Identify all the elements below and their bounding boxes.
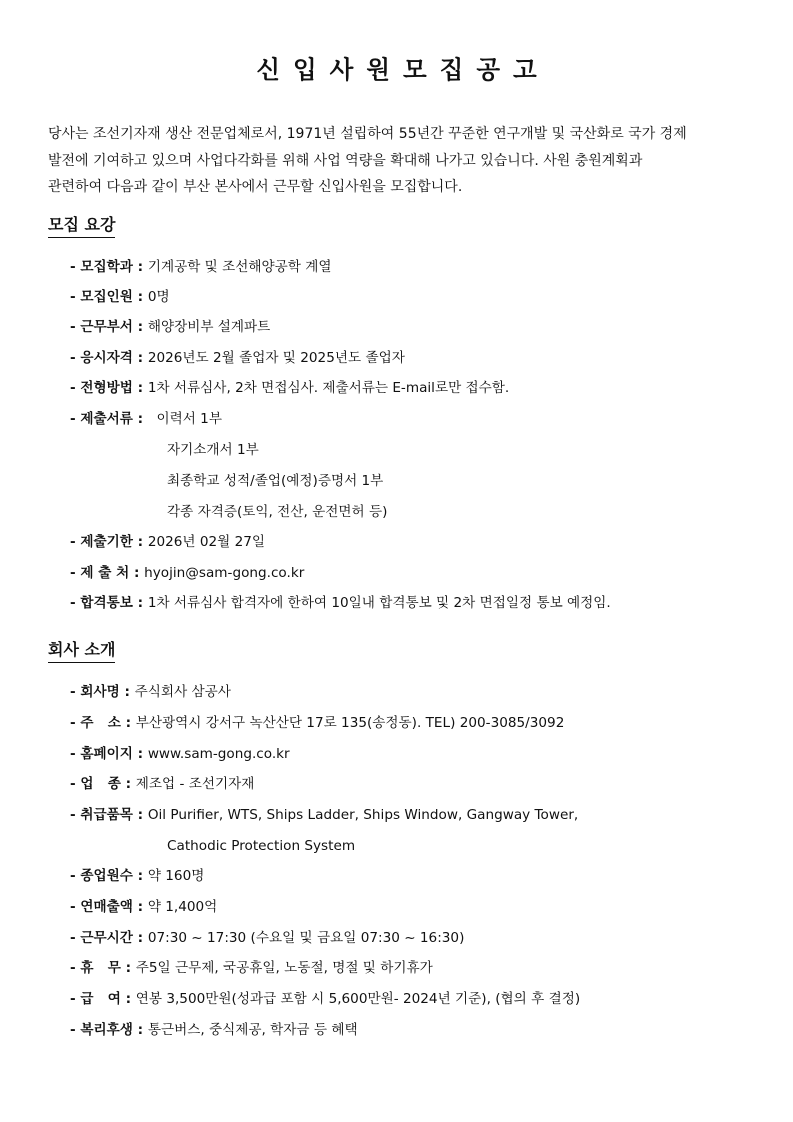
- item-label: - 홈페이지 :: [70, 746, 148, 762]
- item-label: - 전형방법 :: [70, 380, 148, 396]
- item-label: - 복리후생 :: [70, 1022, 148, 1038]
- item-value: 부산광역시 강서구 녹산산단 17로 135(송정동). TEL) 200-3085/3092: [135, 715, 565, 731]
- item-label: - 응시자격 :: [70, 350, 148, 366]
- intro-paragraph: [48, 121, 748, 201]
- recruit-item-headcount: [70, 287, 170, 307]
- item-value: 연봉 3,500만원(성과급 포함 시 5,600만원- 2024년 기준), (협의 후 결정): [135, 991, 581, 1007]
- item-label: - 종업원수 :: [70, 868, 148, 884]
- item-label: - 급 여 :: [70, 991, 136, 1007]
- homepage-link[interactable]: www.sam-gong.co.kr: [147, 746, 290, 762]
- item-value: 07:30 ~ 17:30 (수요일 및 금요일 07:30 ~ 16:30): [147, 930, 465, 946]
- item-value: 1차 서류심사, 2차 면접심사. 제출서류는 E-mail로만 접수함.: [147, 380, 510, 396]
- recruit-item-team: [70, 317, 270, 337]
- item-label: - 근무부서 :: [70, 319, 148, 335]
- products-continuation: Cathodic Protection System: [167, 838, 356, 854]
- company-item-homepage: [70, 744, 290, 764]
- item-value: 2026년도 2월 졸업자 및 2025년도 졸업자: [147, 350, 405, 366]
- company-item-address: [70, 713, 564, 733]
- recruit-section-heading: 모집 요강: [48, 214, 115, 238]
- item-label: - 제 출 처 :: [70, 565, 145, 581]
- item-label: - 휴 무 :: [70, 960, 136, 976]
- recruit-item-department: [70, 257, 332, 277]
- item-label: - 근무시간 :: [70, 930, 148, 946]
- company-item-salary: [70, 989, 580, 1009]
- recruit-item-notification: [70, 593, 611, 613]
- item-label: - 합격통보 :: [70, 595, 148, 611]
- page-title: 신입사원모집공고: [256, 55, 550, 84]
- recruit-item-process: [70, 378, 509, 398]
- item-value: 주5일 근무제, 국공휴일, 노동절, 명절 및 하기휴가: [135, 960, 433, 976]
- item-value: 해양장비부 설계파트: [147, 319, 271, 335]
- item-label: - 연매출액 :: [70, 899, 148, 915]
- item-value: 통근버스, 중식제공, 학자금 등 혜택: [147, 1022, 358, 1038]
- item-value: 0명: [147, 289, 170, 305]
- documents-continuation: 자기소개서 1부: [167, 442, 259, 458]
- documents-continuation: 최종학교 성적/졸업(예정)증명서 1부: [167, 473, 384, 489]
- company-item-holidays: [70, 958, 433, 978]
- recruit-item-deadline: [70, 532, 265, 552]
- company-item-revenue: [70, 897, 217, 917]
- item-value: 제조업 - 조선기자재: [135, 776, 255, 792]
- item-label: - 모집학과 :: [70, 259, 148, 275]
- item-value: 주식회사 삼공사: [134, 684, 231, 700]
- item-label: - 제출서류 :: [70, 411, 148, 427]
- item-value: 2026년 02월 27일: [147, 534, 266, 550]
- company-item-products: [70, 805, 578, 825]
- item-value: 약 1,400억: [147, 899, 218, 915]
- item-value: Oil Purifier, WTS, Ships Ladder, Ships Window, Gangway Tower,: [147, 807, 579, 823]
- company-item-industry: [70, 774, 254, 794]
- item-value: 1차 서류심사 합격자에 한하여 10일내 합격통보 및 2차 면접일정 통보 예정임.: [147, 595, 611, 611]
- recruit-item-eligibility: [70, 348, 405, 368]
- company-section-heading: 회사 소개: [48, 639, 115, 663]
- intro-line: 당사는 조선기자재 생산 전문업체로서, 1971년 설립하여 55년간 꾸준한 연구개발 및 국산화로 국가 경제: [48, 126, 687, 142]
- item-label: - 취급품목 :: [70, 807, 148, 823]
- email-link[interactable]: hyojin@sam-gong.co.kr: [144, 565, 305, 581]
- intro-line: 발전에 기여하고 있으며 사업다각화를 위해 사업 역량을 확대해 나가고 있습니다. 사원 충원계획과: [48, 152, 643, 169]
- item-label: - 회사명 :: [70, 684, 135, 700]
- recruit-item-submit-to: [70, 563, 304, 583]
- item-value: 이력서 1부: [147, 411, 222, 427]
- item-label: - 업 종 :: [70, 776, 136, 792]
- company-item-employees: [70, 866, 204, 886]
- item-value: 기계공학 및 조선해양공학 계열: [147, 259, 332, 275]
- intro-line: 관련하여 다음과 같이 부산 본사에서 근무할 신입사원을 모집합니다.: [48, 179, 463, 195]
- documents-continuation: 각종 자격증(토익, 전산, 운전면허 등): [167, 504, 388, 520]
- item-label: - 주 소 :: [70, 715, 136, 731]
- recruit-item-documents: [70, 409, 222, 429]
- item-label: - 모집인원 :: [70, 289, 148, 305]
- company-item-name: [70, 682, 231, 702]
- company-item-benefits: [70, 1020, 358, 1040]
- company-item-hours: [70, 928, 464, 948]
- item-value: 약 160명: [147, 868, 205, 884]
- item-label: - 제출기한 :: [70, 534, 148, 550]
